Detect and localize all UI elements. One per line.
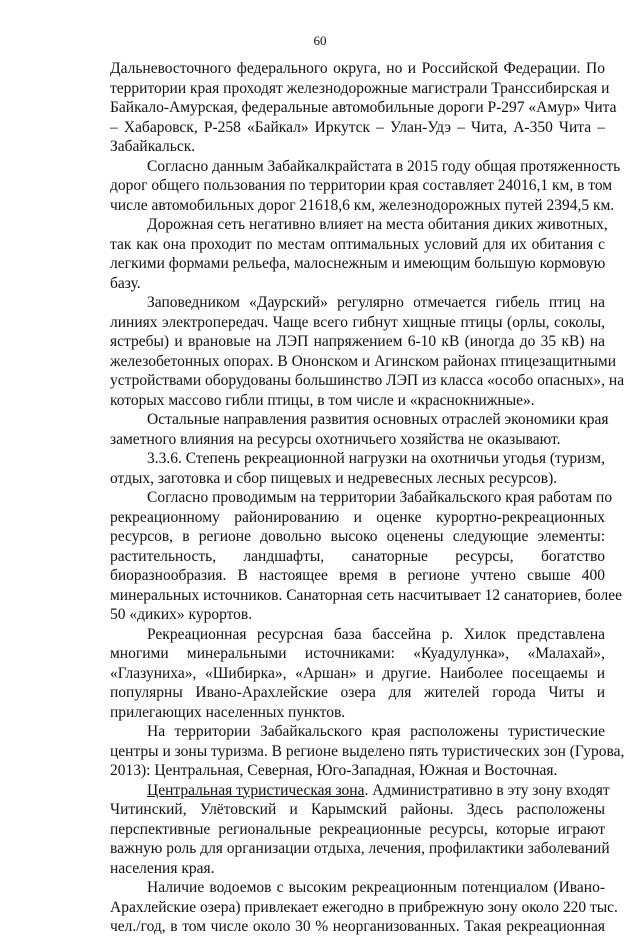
text-line: 3.3.6. Степень рекреационной нагрузки на охотничьи угодья (туризм, — [147, 450, 605, 467]
text-line: отдых, заготовка и сбор пищевых и недревесных лесных ресурсов). — [110, 469, 558, 487]
text-line: минеральных источников. Санаторная сеть насчитывает 12 санаториев, более — [110, 586, 623, 604]
text-line: Забайкальск. — [110, 138, 196, 155]
text-line: чел./год, в том числе около 30 % неорганизованных. Такая рекреационная — [110, 918, 605, 935]
text-line: территории края проходят железнодорожные магистрали Транссибирская и — [110, 79, 610, 97]
text-line: Дорожная сеть негативно влияет на места обитания диких животных, — [147, 216, 608, 233]
body-text — [110, 59, 625, 937]
text-line: которых массово гибли птицы, в том числе и «краснокнижные». — [110, 391, 535, 409]
text-line: ресурсов, в регионе довольно высоко оценены следующие элементы: — [110, 528, 605, 545]
text-line: рекреационному районированию и оценке курортно-рекреационных — [110, 508, 605, 526]
text-line: растительность, ландшафты, санаторные ресурсы, богатство — [110, 547, 605, 565]
text-line: популярны Ивано-Арахлейские озера для жителей города Читы и — [110, 684, 605, 701]
page-number: 60 — [313, 33, 327, 48]
underlined-heading: Центральная туристическая зона — [147, 781, 365, 799]
text-line: 2013): Центральная, Северная, Юго-Западная, Южная и Восточная. — [110, 762, 558, 779]
text-line: числе автомобильных дорог 21618,6 км, железнодорожных путей 2394,5 км. — [110, 196, 615, 214]
text-line: Байкало-Амурская, федеральные автомобильные дороги Р-297 «Амур» Чита — [110, 99, 617, 116]
text-line: устройствами оборудованы большинство ЛЭП из класса «особо опасных», на — [110, 372, 625, 389]
text-line: заметного влияния на ресурсы охотничьего хозяйства не оказывают. — [110, 430, 561, 448]
text-line: биоразнообразия. В настоящее время в регионе учтено свыше 400 — [110, 567, 605, 584]
text-line: дорог общего пользования по территории края составляет 24016,1 км, в том — [110, 177, 613, 194]
text-line: прилегающих населенных пунктов. — [110, 703, 346, 721]
text-line: Заповедником «Даурский» регулярно отмечается гибель птиц на — [147, 294, 605, 311]
text-line: «Глазуниха», «Шибирка», «Аршан» и другие. Наиболее посещаемы и — [110, 664, 605, 682]
text-line: Наличие водоемов с высоким рекреационным потенциалом (Ивано- — [147, 879, 605, 896]
text-line: населения края. — [110, 859, 215, 877]
text-line: железобетонных опорах. В Ононском и Агинском районах птицезащитными — [110, 352, 617, 370]
text-line: легкими формами рельефа, малоснежным и имеющим большую кормовую — [110, 255, 606, 272]
text-line: 50 «диких» курортов. — [110, 606, 253, 623]
text-line: Дальневосточного федерального округа, но и Российской Федерации. По — [110, 60, 605, 77]
text-line: Арахлейские озера) привлекает ежегодно в прибрежную зону около 220 тыс. — [110, 898, 618, 916]
text-line: перспективные региональные рекреационные ресурсы, которые играют — [110, 820, 605, 838]
text-line: На территории Забайкальского края расположены туристические — [147, 723, 605, 740]
text-line: линиях электропередач. Чаще всего гибнут хищные птицы (орлы, соколы, — [110, 313, 605, 331]
text-line: Согласно данным Забайкалкрайстата в 2015 году общая протяженность — [147, 157, 621, 175]
text-line: – Хабаровск, Р-258 «Байкал» Иркутск – Улан-Удэ – Чита, А-350 Чита – — [110, 118, 605, 136]
text-line: так как она проходит по местам оптимальных условий для их обитания с — [110, 235, 605, 253]
text-line: Остальные направления развития основных отраслей экономики края — [147, 411, 609, 428]
text-line: многими минеральными источниками: «Куадулунка», «Малахай», — [110, 645, 605, 662]
text-line: Читинский, Улётовский и Карымский районы. Здесь расположены — [110, 801, 605, 818]
text-line: Центральная туристическая зона. Административно в эту зону входят — [147, 781, 610, 799]
text-line: центры и зоны туризма. В регионе выделено пять туристических зон (Гурова, — [110, 742, 625, 760]
text-line: ястребы) и врановые на ЛЭП напряжением 6-10 кВ (иногда до 35 кВ) на — [110, 333, 605, 350]
text-line: Рекреационная ресурсная база бассейна р. Хилок представлена — [147, 625, 605, 643]
text-line: базу. — [110, 274, 141, 292]
text-line: Согласно проводимым на территории Забайкальского края работам по — [147, 489, 613, 506]
text-line: важную роль для организации отдыха, лечения, профилактики заболеваний — [110, 840, 610, 857]
